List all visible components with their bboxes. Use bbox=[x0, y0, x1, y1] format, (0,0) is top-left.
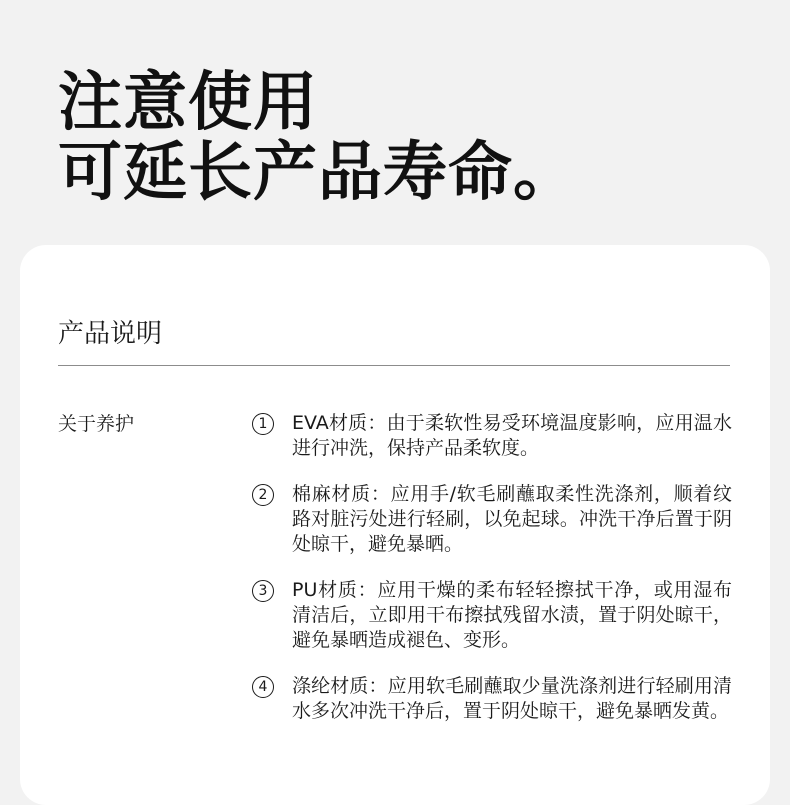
product-info-card bbox=[20, 245, 770, 805]
care-item-text: PU材质：应用干燥的柔布轻轻擦拭干净，或用湿布清洁后，立即用干布擦拭残留水渍，置于阴处晾干，避免暴晒造成褪色、变形。 bbox=[292, 579, 732, 651]
care-item bbox=[252, 411, 732, 461]
care-item-text: 涤纶材质：应用软毛刷蘸取少量洗涤剂进行轻刷用清水多次冲洗干净后，置于阴处晾干，避免暴晒发黄。 bbox=[292, 675, 732, 722]
care-item-text: 棉麻材质：应用手/软毛刷蘸取柔性洗涤剂，顺着纹路对脏污处进行轻刷，以免起球。冲洗干净后置于阴处晾干，避免暴晒。 bbox=[292, 483, 732, 555]
care-item bbox=[252, 674, 732, 724]
care-item-text: EVA材质：由于柔软性易受环境温度影响，应用温水进行冲洗，保持产品柔软度。 bbox=[292, 412, 732, 459]
care-list bbox=[252, 411, 732, 745]
care-item bbox=[252, 578, 732, 653]
section-title: 产品说明 bbox=[58, 319, 163, 349]
care-label: 关于养护 bbox=[58, 413, 135, 435]
headline-line-1: 注意使用 bbox=[58, 66, 318, 140]
divider bbox=[58, 365, 730, 366]
headline-line-2: 可延长产品寿命。 bbox=[58, 136, 578, 210]
circled-number-4: 4 bbox=[252, 676, 274, 698]
circled-number-1: 1 bbox=[252, 413, 274, 435]
care-item bbox=[252, 482, 732, 557]
circled-number-2: 2 bbox=[252, 484, 274, 506]
circled-number-3: 3 bbox=[252, 580, 274, 602]
headline bbox=[58, 68, 578, 208]
